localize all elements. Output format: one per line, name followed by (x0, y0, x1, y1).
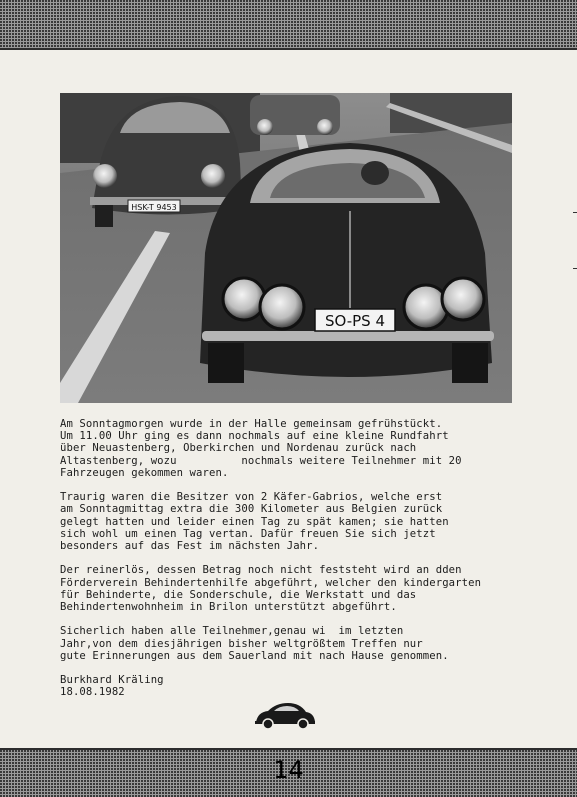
paragraph-closing: Sicherlich haben alle Teilnehmer,genau wi im letzten Jahr,von dem diesjährigen bisher weltgrößtem Treffen nur gute Erinnerungen aus dem Sauerland mit nach Hause genommen. (60, 625, 449, 662)
beetle-convertibles-photo (60, 93, 512, 403)
beetle-car-icon (252, 700, 318, 730)
paragraph-sunday-tour: Am Sonntagmorgen wurde in der Halle gemeinsam gefrühstückt. Um 11.00 Uhr ging es dann nochmals auf eine kleine Rundfahrt über Neuastenberg, Oberkirchen und Nordenau zurück nach Altastenberg, wozu nochmals weitere Teilnehmer mit 20 Fahrzeugen gekommen waren. (60, 418, 462, 479)
signature-date: 18.08.1982 (60, 686, 125, 699)
top-halftone-band (0, 0, 577, 50)
rear-plate-text: HSK-T 9453 (131, 203, 177, 212)
paragraph-proceeds: Der reinerlös, dessen Betrag noch nicht feststeht wird an dden Förderverein Behindertenhilfe abgeführt, welcher den kindergarten für Behinderte, die Sonderschule, die Werkstatt und das Behindertenwohnheim in Brilon unterstützt abgeführt. (60, 564, 482, 614)
paragraph-belgian-guests: Traurig waren die Besitzer von 2 Käfer-Gabrios, welche erst am Sonntagmittag extra die 300 Kilometer aus Belgien zurück gelegt hatten und leider einen Tag zu spät kamen; sie hatten sich wohl um einen Tag vertan. Dafür freuen Sie sich jetzt besonders auf das Fest im nächsten Jahr. (60, 491, 449, 553)
author-name: Burkhard Kräling (60, 674, 164, 687)
edge-tick (573, 268, 577, 269)
front-plate-text: SO-PS 4 (324, 312, 386, 330)
edge-tick (573, 212, 577, 213)
article-text (60, 418, 530, 699)
page-number: 14 (273, 756, 304, 784)
